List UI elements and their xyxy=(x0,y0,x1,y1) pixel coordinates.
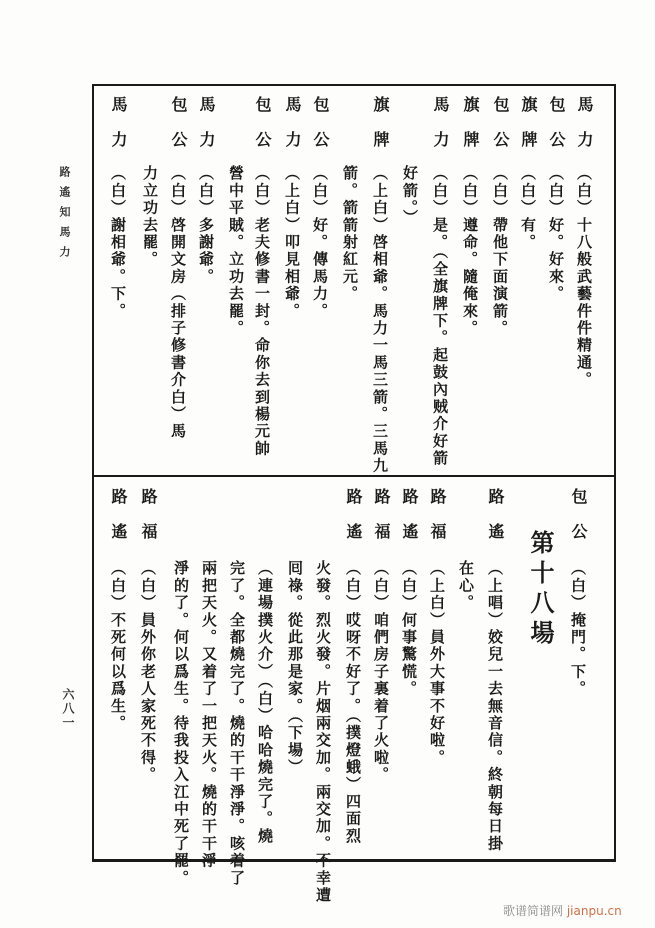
speaker-label: 包公 xyxy=(169,96,188,166)
dialogue-line: （白）何事驚慌。 xyxy=(400,560,418,698)
speaker-label: 旗牌 xyxy=(519,96,538,166)
dialogue-line: （白）是。（全旗牌下。起鼓內贼介好箭 xyxy=(431,165,449,468)
speaker-label: 包公 xyxy=(253,96,272,166)
dialogue-line: （白）不死何以爲生。 xyxy=(109,560,127,732)
dialogue-continuation: 營中平賊。立功去罷。 xyxy=(227,165,245,337)
speaker-label: 馬力 xyxy=(109,96,128,166)
dialogue-line: （白）啓開文房（排子修書介白）馬 xyxy=(169,165,187,441)
dialogue-continuation: 火發。烈火發。片烟兩交加。兩交加。不幸遭 xyxy=(314,560,332,904)
dialogue-line: （白）員外你老人家死不得。 xyxy=(139,560,157,784)
speaker-label: 路福 xyxy=(139,488,158,558)
dialogue-line: （白）十八般武藝件件精通。 xyxy=(575,165,593,389)
dialogue-line: （白）謝相爺。下。 xyxy=(109,165,127,320)
speaker-label: 包公 xyxy=(491,96,510,166)
speaker-label: 路福 xyxy=(428,488,447,558)
dialogue-continuation: 淨的了。何以爲生。待我投入江中死了罷。 xyxy=(172,560,190,887)
side-title: 路遙知馬力 xyxy=(58,166,71,266)
speaker-label: 路福 xyxy=(372,488,391,558)
dialogue-line: （白）有。 xyxy=(519,165,537,251)
dialogue-line: （上唱）姣兒一去無音信。終朝每日掛 xyxy=(486,560,504,853)
watermark-cn: 歌谱简谱网 xyxy=(503,904,564,918)
speaker-label: 路遙 xyxy=(486,488,505,558)
dialogue-line: （白）老夫修書一封。命你去到楊元帥 xyxy=(253,165,271,458)
dialogue-line: （白）帶他下面演箭。 xyxy=(491,165,509,337)
dialogue-line: （白）好。傳馬力。 xyxy=(311,165,329,320)
speaker-label: 包公 xyxy=(569,488,588,558)
speaker-label: 馬力 xyxy=(431,96,450,166)
dialogue-line: （白）哎呀不好了。（撲燈蛾）四面烈 xyxy=(344,560,362,845)
dialogue-line: （白）好。好來。 xyxy=(547,165,565,303)
section-divider xyxy=(92,475,616,477)
speaker-label: 馬力 xyxy=(283,96,302,166)
speaker-label: 路遙 xyxy=(109,488,128,558)
speaker-label: 包公 xyxy=(311,96,330,166)
scene-title: 第十八場 xyxy=(526,530,555,650)
watermark xyxy=(503,902,622,919)
speaker-label: 路遙 xyxy=(344,488,363,558)
dialogue-line: （上白）員外大事不好啦。 xyxy=(428,560,446,767)
dialogue-continuation: 囘祿。從此那是家。（下場） xyxy=(286,560,304,777)
watermark-site: jianpu.cn xyxy=(566,904,622,918)
dialogue-line: （白）掩門。下。 xyxy=(569,560,587,698)
dialogue-continuation: 在心。 xyxy=(457,560,475,612)
dialogue-line: （上白）叩見相爺。 xyxy=(283,165,301,320)
dialogue-continuation: 兩把天火。又着了一把天火。燒的干干淨 xyxy=(200,560,218,870)
speaker-label: 路遙 xyxy=(400,488,419,558)
dialogue-continuation: 箭。箭箭射紅元。 xyxy=(341,165,359,303)
dialogue-continuation: 力立功去罷。 xyxy=(141,165,159,269)
dialogue-line: （上白）啓相爺。馬力一馬三箭。三馬九 xyxy=(371,165,389,475)
dialogue-line: （白）咱們房子裏着了火啦。 xyxy=(372,560,390,784)
speaker-label: 馬力 xyxy=(197,96,216,166)
speaker-label: 包公 xyxy=(547,96,566,166)
dialogue-line: （白）多謝爺。 xyxy=(197,165,215,286)
stage-direction: （連場撲火介）（白）哈哈燒完了。燒 xyxy=(256,560,274,845)
dialogue-continuation: 好箭。） xyxy=(401,165,419,227)
dialogue-line: （白）遵命。隨俺來。 xyxy=(461,165,479,337)
speaker-label: 旗牌 xyxy=(461,96,480,166)
speaker-label: 馬力 xyxy=(575,96,594,166)
page-number: 六八一 xyxy=(61,688,75,730)
dialogue-continuation: 完了。全都燒完了。燒的干干淨淨。咳着了 xyxy=(228,560,246,887)
speaker-label: 旗牌 xyxy=(371,96,390,166)
